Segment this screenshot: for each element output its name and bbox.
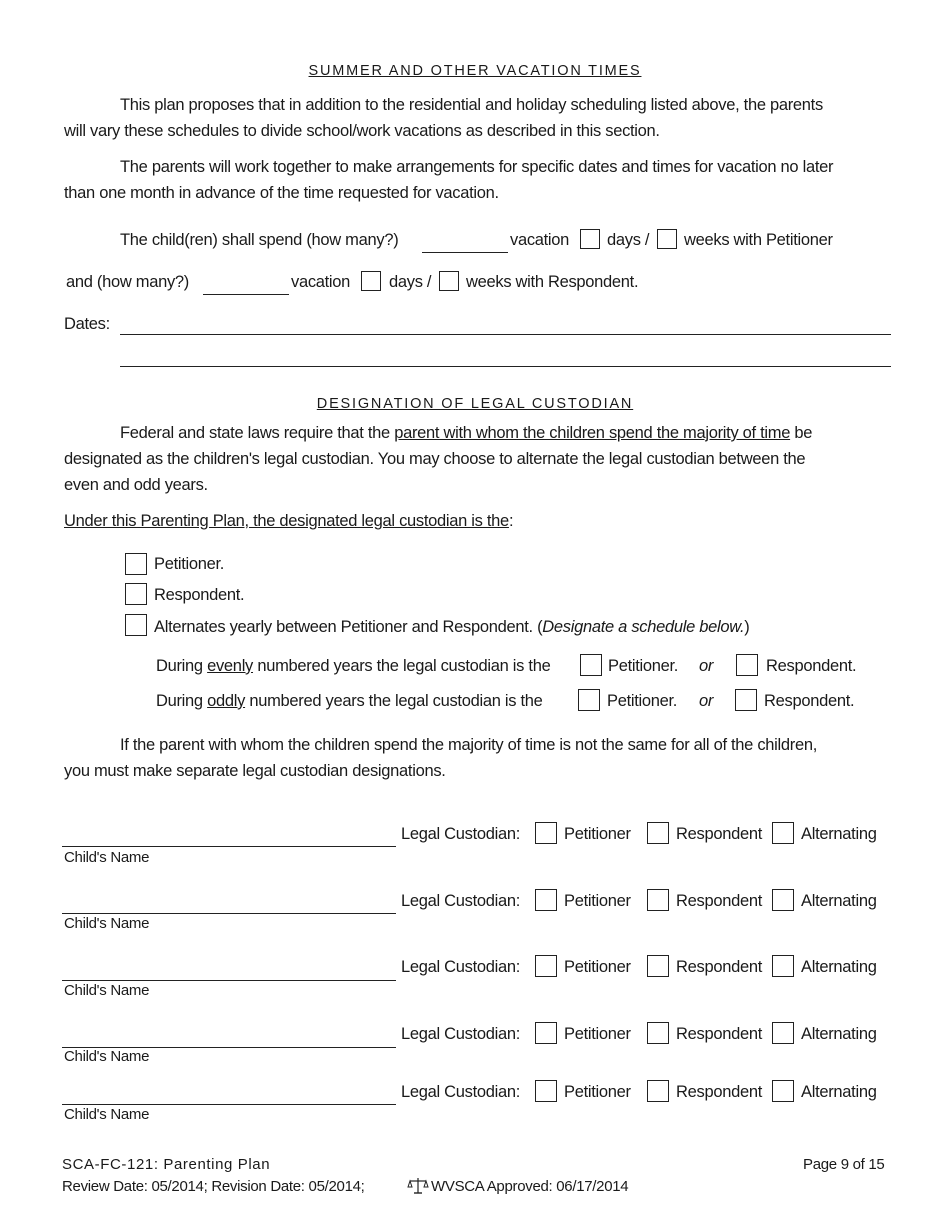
custodian-intro-line1	[120, 424, 812, 443]
under-plan-text: Under this Parenting Plan, the designated legal custodian is the	[64, 512, 509, 530]
respondent-days-checkbox[interactable]	[361, 271, 381, 291]
child-name-field[interactable]	[62, 913, 396, 914]
footer-review-dates: Review Date: 05/2014; Revision Date: 05/2014;	[62, 1178, 365, 1195]
legal-custodian-label: Legal Custodian:	[401, 825, 521, 843]
petitioner-weeks-checkbox[interactable]	[657, 229, 677, 249]
child-name-label: Child's Name	[64, 982, 150, 999]
row-petitioner-checkbox[interactable]	[535, 889, 557, 911]
alternates-italic: Designate a schedule below.	[542, 618, 745, 636]
vacation-para1-line1: This plan proposes that in addition to the residential and holiday scheduling listed above, the parents	[120, 96, 823, 114]
custodian-intro-text-a: Federal and state laws require that the	[120, 424, 390, 442]
even-respondent-label: Respondent.	[766, 657, 857, 675]
odd-respondent-label: Respondent.	[764, 692, 855, 710]
custodian-intro-line3: even and odd years.	[64, 476, 208, 494]
even-or-label: or	[699, 657, 714, 675]
petitioner-vacation-count-field[interactable]	[422, 252, 508, 253]
child-name-field[interactable]	[62, 846, 396, 847]
petitioner-days-checkbox[interactable]	[580, 229, 600, 249]
legal-custodian-label: Legal Custodian:	[401, 1083, 521, 1101]
odd-or-label: or	[699, 692, 714, 710]
row-respondent-checkbox[interactable]	[647, 822, 669, 844]
vacation-para1-line2: will vary these schedules to divide school/work vacations as described in this section.	[64, 122, 660, 140]
footer-approved: WVSCA Approved: 06/17/2014	[431, 1178, 629, 1195]
odd-petitioner-label: Petitioner.	[607, 692, 678, 710]
petitioner-vacation-prompt: The child(ren) shall spend (how many?)	[120, 231, 399, 249]
under-plan-statement	[64, 512, 513, 531]
dates-field-line1[interactable]	[120, 334, 891, 335]
odd-years-a: During	[156, 692, 203, 710]
even-petitioner-label: Petitioner.	[608, 657, 679, 675]
custodian-alternates-label	[154, 618, 749, 637]
separate-designation-line2: you must make separate legal custodian designations.	[64, 762, 446, 780]
row-petitioner-label: Petitioner	[564, 825, 631, 843]
dates-label: Dates:	[64, 315, 110, 333]
row-alternating-checkbox[interactable]	[772, 955, 794, 977]
custodian-intro-line2: designated as the children's legal custodian. You may choose to alternate the legal custodian between the	[64, 450, 806, 468]
custodian-intro-text-b: be	[794, 424, 813, 442]
row-petitioner-checkbox[interactable]	[535, 1080, 557, 1102]
child-name-field[interactable]	[62, 980, 396, 981]
custodian-intro-underlined: parent with whom the children spend the majority of time	[394, 424, 791, 442]
petitioner-days-label: days /	[607, 231, 650, 249]
row-petitioner-checkbox[interactable]	[535, 955, 557, 977]
row-respondent-checkbox[interactable]	[647, 889, 669, 911]
child-name-label: Child's Name	[64, 915, 150, 932]
custodian-respondent-checkbox[interactable]	[125, 583, 147, 605]
row-petitioner-checkbox[interactable]	[535, 1022, 557, 1044]
petitioner-weeks-label: weeks with Petitioner	[684, 231, 833, 249]
row-petitioner-label: Petitioner	[564, 892, 631, 910]
vacation-heading: SUMMER AND OTHER VACATION TIMES	[308, 63, 642, 79]
respondent-vacation-prompt: and (how many?)	[66, 273, 189, 291]
child-name-label: Child's Name	[64, 1048, 150, 1065]
respondent-vacation-label: vacation	[291, 273, 351, 291]
separate-designation-line1: If the parent with whom the children spend the majority of time is not the same for all of the children,	[120, 736, 818, 754]
footer-form-id: SCA-FC-121: Parenting Plan	[62, 1156, 271, 1173]
alternates-text: Alternates yearly between Petitioner and Respondent. (	[154, 618, 543, 636]
row-respondent-checkbox[interactable]	[647, 1022, 669, 1044]
row-petitioner-label: Petitioner	[564, 1083, 631, 1101]
even-years-a: During	[156, 657, 203, 675]
respondent-weeks-checkbox[interactable]	[439, 271, 459, 291]
row-respondent-checkbox[interactable]	[647, 955, 669, 977]
odd-years-underlined: oddly	[207, 692, 246, 710]
child-name-field[interactable]	[62, 1104, 396, 1105]
row-alternating-checkbox[interactable]	[772, 1080, 794, 1102]
even-years-statement	[156, 657, 550, 676]
odd-years-statement	[156, 692, 543, 711]
row-alternating-checkbox[interactable]	[772, 889, 794, 911]
row-alternating-label: Alternating	[801, 1025, 877, 1043]
row-respondent-label: Respondent	[676, 1083, 762, 1101]
legal-custodian-label: Legal Custodian:	[401, 892, 521, 910]
under-plan-colon: :	[508, 512, 514, 530]
vacation-para2-line1: The parents will work together to make arrangements for specific dates and times for vacation no later	[120, 158, 834, 176]
odd-years-b: numbered years the legal custodian is the	[249, 692, 543, 710]
row-alternating-label: Alternating	[801, 1083, 877, 1101]
alternates-close: )	[744, 618, 750, 636]
row-respondent-label: Respondent	[676, 825, 762, 843]
even-years-b: numbered years the legal custodian is the	[257, 657, 551, 675]
even-years-underlined: evenly	[207, 657, 254, 675]
respondent-days-label: days /	[389, 273, 432, 291]
even-petitioner-checkbox[interactable]	[580, 654, 602, 676]
row-petitioner-checkbox[interactable]	[535, 822, 557, 844]
custodian-respondent-label: Respondent.	[154, 586, 245, 604]
row-alternating-checkbox[interactable]	[772, 822, 794, 844]
legal-custodian-label: Legal Custodian:	[401, 958, 521, 976]
scales-of-justice-icon	[407, 1177, 429, 1200]
row-petitioner-label: Petitioner	[564, 958, 631, 976]
row-respondent-label: Respondent	[676, 1025, 762, 1043]
row-respondent-checkbox[interactable]	[647, 1080, 669, 1102]
row-alternating-label: Alternating	[801, 958, 877, 976]
footer-page-number: Page 9 of 15	[803, 1156, 885, 1173]
odd-petitioner-checkbox[interactable]	[578, 689, 600, 711]
petitioner-vacation-label: vacation	[510, 231, 570, 249]
custodian-petitioner-checkbox[interactable]	[125, 553, 147, 575]
respondent-weeks-label: weeks with Respondent.	[466, 273, 639, 291]
vacation-para2-line2: than one month in advance of the time requested for vacation.	[64, 184, 499, 202]
even-respondent-checkbox[interactable]	[736, 654, 758, 676]
row-alternating-label: Alternating	[801, 892, 877, 910]
row-alternating-label: Alternating	[801, 825, 877, 843]
child-name-label: Child's Name	[64, 849, 150, 866]
row-alternating-checkbox[interactable]	[772, 1022, 794, 1044]
row-petitioner-label: Petitioner	[564, 1025, 631, 1043]
odd-respondent-checkbox[interactable]	[735, 689, 757, 711]
custodian-petitioner-label: Petitioner.	[154, 555, 225, 573]
dates-field-line2[interactable]	[120, 366, 891, 367]
child-name-label: Child's Name	[64, 1106, 150, 1123]
custodian-alternates-checkbox[interactable]	[125, 614, 147, 636]
legal-custodian-label: Legal Custodian:	[401, 1025, 521, 1043]
custodian-heading: DESIGNATION OF LEGAL CUSTODIAN	[316, 396, 634, 412]
row-respondent-label: Respondent	[676, 958, 762, 976]
row-respondent-label: Respondent	[676, 892, 762, 910]
respondent-vacation-count-field[interactable]	[203, 294, 289, 295]
